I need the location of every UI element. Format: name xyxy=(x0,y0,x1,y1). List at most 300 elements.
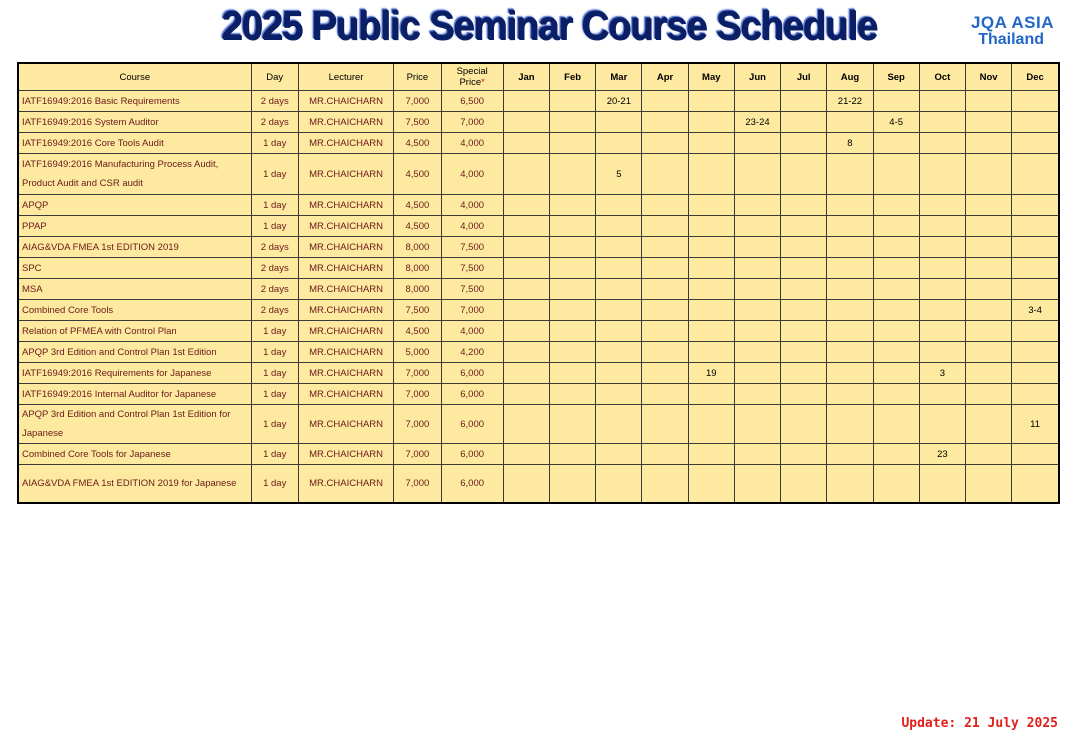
lecturer-cell: MR.CHAICHARN xyxy=(298,195,393,216)
month-cell xyxy=(596,444,642,465)
header-special-price xyxy=(441,63,503,91)
header-month: Apr xyxy=(642,63,688,91)
month-cell xyxy=(734,216,780,237)
month-cell xyxy=(965,279,1011,300)
header-day: Day xyxy=(251,63,298,91)
month-cell xyxy=(873,195,919,216)
company-logo xyxy=(934,14,1054,48)
month-cell xyxy=(827,300,873,321)
month-cell xyxy=(642,154,688,195)
price-cell: 4,500 xyxy=(394,154,441,195)
month-cell xyxy=(873,405,919,444)
price-cell: 4,500 xyxy=(394,195,441,216)
month-cell xyxy=(550,258,596,279)
table-row xyxy=(18,237,1059,258)
lecturer-cell: MR.CHAICHARN xyxy=(298,405,393,444)
month-cell xyxy=(965,405,1011,444)
month-cell xyxy=(827,465,873,504)
month-cell xyxy=(688,195,734,216)
month-cell xyxy=(596,384,642,405)
course-cell: Combined Core Tools xyxy=(18,300,251,321)
month-cell xyxy=(919,112,965,133)
month-cell xyxy=(642,363,688,384)
month-cell xyxy=(919,342,965,363)
month-cell xyxy=(688,342,734,363)
course-cell: IATF16949:2016 Core Tools Audit xyxy=(18,133,251,154)
month-cell xyxy=(919,237,965,258)
price-cell: 7,000 xyxy=(394,363,441,384)
month-cell xyxy=(596,321,642,342)
month-cell xyxy=(919,258,965,279)
month-cell xyxy=(596,237,642,258)
month-cell xyxy=(734,384,780,405)
month-cell xyxy=(596,465,642,504)
month-cell xyxy=(642,195,688,216)
month-cell xyxy=(596,216,642,237)
month-cell xyxy=(873,237,919,258)
course-cell: AIAG&VDA FMEA 1st EDITION 2019 for Japanese xyxy=(18,465,251,504)
price-cell: 7,000 xyxy=(394,405,441,444)
day-cell: 1 day xyxy=(251,154,298,195)
month-cell xyxy=(642,91,688,112)
month-cell xyxy=(1012,384,1059,405)
course-cell: IATF16949:2016 System Auditor xyxy=(18,112,251,133)
page-title: 2025 Public Seminar Course Schedule xyxy=(0,2,1076,48)
month-cell xyxy=(688,112,734,133)
lecturer-cell: MR.CHAICHARN xyxy=(298,321,393,342)
month-cell xyxy=(965,300,1011,321)
month-cell xyxy=(827,384,873,405)
month-cell: 23 xyxy=(919,444,965,465)
month-cell xyxy=(734,237,780,258)
month-cell xyxy=(503,91,549,112)
month-cell xyxy=(919,133,965,154)
header-month: Feb xyxy=(550,63,596,91)
price-cell: 5,000 xyxy=(394,342,441,363)
month-cell: 3-4 xyxy=(1012,300,1059,321)
table-row xyxy=(18,300,1059,321)
month-cell xyxy=(503,321,549,342)
lecturer-cell: MR.CHAICHARN xyxy=(298,342,393,363)
month-cell xyxy=(965,91,1011,112)
price-cell: 7,000 xyxy=(394,465,441,504)
month-cell: 11 xyxy=(1012,405,1059,444)
special-price-cell: 4,200 xyxy=(441,342,503,363)
month-cell xyxy=(919,154,965,195)
month-cell xyxy=(688,237,734,258)
month-cell xyxy=(781,216,827,237)
price-cell: 4,500 xyxy=(394,133,441,154)
special-price-cell: 4,000 xyxy=(441,154,503,195)
month-cell xyxy=(873,216,919,237)
month-cell xyxy=(688,384,734,405)
month-cell xyxy=(781,279,827,300)
month-cell xyxy=(827,444,873,465)
month-cell xyxy=(827,112,873,133)
month-cell xyxy=(734,465,780,504)
month-cell xyxy=(1012,465,1059,504)
course-cell: APQP 3rd Edition and Control Plan 1st Edition xyxy=(18,342,251,363)
month-cell xyxy=(550,465,596,504)
header-month: Jan xyxy=(503,63,549,91)
month-cell xyxy=(1012,112,1059,133)
header-month: Dec xyxy=(1012,63,1059,91)
month-cell xyxy=(919,465,965,504)
special-price-cell: 4,000 xyxy=(441,216,503,237)
month-cell: 19 xyxy=(688,363,734,384)
lecturer-cell: MR.CHAICHARN xyxy=(298,300,393,321)
price-cell: 8,000 xyxy=(394,279,441,300)
special-price-cell: 7,000 xyxy=(441,300,503,321)
header-lecturer: Lecturer xyxy=(298,63,393,91)
month-cell xyxy=(1012,321,1059,342)
month-cell xyxy=(919,384,965,405)
month-cell xyxy=(642,444,688,465)
month-cell xyxy=(781,133,827,154)
month-cell xyxy=(873,342,919,363)
table-row xyxy=(18,258,1059,279)
day-cell: 2 days xyxy=(251,237,298,258)
month-cell xyxy=(919,279,965,300)
month-cell xyxy=(781,258,827,279)
month-cell: 3 xyxy=(919,363,965,384)
month-cell xyxy=(965,342,1011,363)
month-cell: 23-24 xyxy=(734,112,780,133)
schedule-table xyxy=(17,62,1060,504)
month-cell xyxy=(596,258,642,279)
lecturer-cell: MR.CHAICHARN xyxy=(298,216,393,237)
month-cell xyxy=(919,91,965,112)
day-cell: 1 day xyxy=(251,195,298,216)
month-cell xyxy=(873,384,919,405)
course-cell: IATF16949:2016 Manufacturing Process Audit, Product Audit and CSR audit xyxy=(18,154,251,195)
month-cell xyxy=(965,363,1011,384)
course-cell: IATF16949:2016 Basic Requirements xyxy=(18,91,251,112)
month-cell xyxy=(642,112,688,133)
month-cell xyxy=(550,300,596,321)
month-cell xyxy=(642,216,688,237)
month-cell xyxy=(734,342,780,363)
month-cell xyxy=(919,216,965,237)
table-row xyxy=(18,216,1059,237)
month-cell xyxy=(827,321,873,342)
month-cell xyxy=(965,237,1011,258)
price-cell: 8,000 xyxy=(394,237,441,258)
month-cell xyxy=(781,444,827,465)
month-cell xyxy=(827,258,873,279)
month-cell xyxy=(965,112,1011,133)
special-price-cell: 4,000 xyxy=(441,133,503,154)
month-cell xyxy=(781,363,827,384)
asterisk-mark: * xyxy=(481,77,485,88)
table-row xyxy=(18,279,1059,300)
month-cell xyxy=(781,405,827,444)
month-cell xyxy=(688,444,734,465)
month-cell xyxy=(503,195,549,216)
day-cell: 1 day xyxy=(251,405,298,444)
header-month: Mar xyxy=(596,63,642,91)
month-cell xyxy=(873,465,919,504)
month-cell xyxy=(919,195,965,216)
month-cell xyxy=(550,154,596,195)
lecturer-cell: MR.CHAICHARN xyxy=(298,279,393,300)
special-price-cell: 4,000 xyxy=(441,195,503,216)
month-cell xyxy=(827,216,873,237)
month-cell xyxy=(965,384,1011,405)
special-price-cell: 6,500 xyxy=(441,91,503,112)
month-cell xyxy=(965,133,1011,154)
month-cell xyxy=(550,237,596,258)
month-cell xyxy=(550,112,596,133)
month-cell xyxy=(688,154,734,195)
course-cell: APQP 3rd Edition and Control Plan 1st Edition for Japanese xyxy=(18,405,251,444)
header-month: Oct xyxy=(919,63,965,91)
month-cell: 4-5 xyxy=(873,112,919,133)
month-cell xyxy=(827,154,873,195)
month-cell xyxy=(642,465,688,504)
month-cell xyxy=(781,154,827,195)
month-cell xyxy=(1012,342,1059,363)
month-cell xyxy=(550,342,596,363)
month-cell xyxy=(734,279,780,300)
price-cell: 4,500 xyxy=(394,216,441,237)
month-cell xyxy=(734,300,780,321)
table-row xyxy=(18,154,1059,195)
month-cell xyxy=(827,195,873,216)
month-cell xyxy=(596,405,642,444)
price-cell: 7,000 xyxy=(394,384,441,405)
course-cell: MSA xyxy=(18,279,251,300)
month-cell xyxy=(734,405,780,444)
logo-line-1: JQA ASIA xyxy=(970,13,1054,32)
month-cell xyxy=(1012,444,1059,465)
month-cell xyxy=(688,279,734,300)
special-price-cell: 7,500 xyxy=(441,237,503,258)
month-cell xyxy=(781,342,827,363)
table-row xyxy=(18,321,1059,342)
lecturer-cell: MR.CHAICHARN xyxy=(298,444,393,465)
update-date: Update: 21 July 2025 xyxy=(901,716,1058,731)
month-cell xyxy=(688,405,734,444)
special-price-cell: 4,000 xyxy=(441,321,503,342)
month-cell xyxy=(781,91,827,112)
month-cell xyxy=(827,279,873,300)
month-cell xyxy=(550,195,596,216)
month-cell xyxy=(550,91,596,112)
month-cell xyxy=(873,444,919,465)
course-cell: IATF16949:2016 Requirements for Japanese xyxy=(18,363,251,384)
special-price-cell: 7,500 xyxy=(441,258,503,279)
table-row xyxy=(18,384,1059,405)
day-cell: 2 days xyxy=(251,258,298,279)
month-cell xyxy=(734,258,780,279)
special-price-cell: 6,000 xyxy=(441,405,503,444)
month-cell xyxy=(1012,237,1059,258)
lecturer-cell: MR.CHAICHARN xyxy=(298,363,393,384)
special-price-cell: 6,000 xyxy=(441,465,503,504)
month-cell xyxy=(596,112,642,133)
month-cell: 5 xyxy=(596,154,642,195)
month-cell xyxy=(550,133,596,154)
header-course: Course xyxy=(18,63,251,91)
month-cell xyxy=(827,405,873,444)
special-price-label: Special Price xyxy=(456,66,488,88)
table-row xyxy=(18,91,1059,112)
month-cell xyxy=(781,195,827,216)
table-row xyxy=(18,133,1059,154)
month-cell xyxy=(550,216,596,237)
month-cell xyxy=(873,154,919,195)
month-cell xyxy=(688,91,734,112)
month-cell xyxy=(642,279,688,300)
month-cell: 20-21 xyxy=(596,91,642,112)
header-price: Price xyxy=(394,63,441,91)
price-cell: 4,500 xyxy=(394,321,441,342)
header-month: May xyxy=(688,63,734,91)
special-price-cell: 6,000 xyxy=(441,384,503,405)
month-cell xyxy=(596,133,642,154)
course-cell: APQP xyxy=(18,195,251,216)
month-cell xyxy=(642,133,688,154)
table-row xyxy=(18,444,1059,465)
month-cell xyxy=(873,91,919,112)
month-cell xyxy=(919,300,965,321)
month-cell xyxy=(503,216,549,237)
month-cell xyxy=(781,112,827,133)
day-cell: 1 day xyxy=(251,321,298,342)
header-month: Jun xyxy=(734,63,780,91)
month-cell xyxy=(781,237,827,258)
day-cell: 2 days xyxy=(251,91,298,112)
month-cell: 21-22 xyxy=(827,91,873,112)
month-cell xyxy=(503,133,549,154)
course-cell: PPAP xyxy=(18,216,251,237)
header-month: Sep xyxy=(873,63,919,91)
month-cell xyxy=(873,321,919,342)
month-cell xyxy=(919,405,965,444)
month-cell xyxy=(596,363,642,384)
month-cell xyxy=(1012,279,1059,300)
month-cell xyxy=(1012,258,1059,279)
month-cell xyxy=(642,321,688,342)
month-cell xyxy=(734,321,780,342)
month-cell xyxy=(965,195,1011,216)
month-cell xyxy=(550,444,596,465)
table-row xyxy=(18,342,1059,363)
lecturer-cell: MR.CHAICHARN xyxy=(298,258,393,279)
month-cell xyxy=(827,237,873,258)
course-cell: IATF16949:2016 Internal Auditor for Japanese xyxy=(18,384,251,405)
month-cell xyxy=(965,154,1011,195)
course-cell: SPC xyxy=(18,258,251,279)
price-cell: 7,500 xyxy=(394,300,441,321)
month-cell xyxy=(503,279,549,300)
month-cell xyxy=(688,465,734,504)
month-cell xyxy=(503,363,549,384)
month-cell xyxy=(1012,363,1059,384)
lecturer-cell: MR.CHAICHARN xyxy=(298,91,393,112)
day-cell: 1 day xyxy=(251,384,298,405)
month-cell xyxy=(734,91,780,112)
month-cell xyxy=(688,133,734,154)
month-cell xyxy=(827,342,873,363)
month-cell xyxy=(734,363,780,384)
header-month: Nov xyxy=(965,63,1011,91)
header-row xyxy=(18,63,1059,91)
month-cell xyxy=(1012,154,1059,195)
month-cell xyxy=(503,258,549,279)
month-cell xyxy=(965,321,1011,342)
month-cell xyxy=(642,258,688,279)
header-month: Aug xyxy=(827,63,873,91)
special-price-cell: 6,000 xyxy=(441,444,503,465)
month-cell xyxy=(1012,195,1059,216)
special-price-cell: 7,500 xyxy=(441,279,503,300)
course-cell: Combined Core Tools for Japanese xyxy=(18,444,251,465)
month-cell xyxy=(503,300,549,321)
month-cell xyxy=(596,279,642,300)
month-cell xyxy=(873,279,919,300)
day-cell: 2 days xyxy=(251,112,298,133)
month-cell xyxy=(965,465,1011,504)
month-cell xyxy=(503,342,549,363)
month-cell xyxy=(503,384,549,405)
course-cell: Relation of PFMEA with Control Plan xyxy=(18,321,251,342)
header-month: Jul xyxy=(781,63,827,91)
month-cell xyxy=(1012,91,1059,112)
lecturer-cell: MR.CHAICHARN xyxy=(298,112,393,133)
month-cell xyxy=(550,405,596,444)
day-cell: 1 day xyxy=(251,133,298,154)
month-cell xyxy=(688,216,734,237)
month-cell xyxy=(919,321,965,342)
month-cell xyxy=(550,384,596,405)
day-cell: 1 day xyxy=(251,465,298,504)
table-row xyxy=(18,195,1059,216)
day-cell: 1 day xyxy=(251,216,298,237)
day-cell: 1 day xyxy=(251,342,298,363)
table-row xyxy=(18,405,1059,444)
month-cell xyxy=(1012,216,1059,237)
day-cell: 2 days xyxy=(251,300,298,321)
table-row xyxy=(18,112,1059,133)
special-price-cell: 6,000 xyxy=(441,363,503,384)
lecturer-cell: MR.CHAICHARN xyxy=(298,133,393,154)
table-row xyxy=(18,465,1059,504)
month-cell xyxy=(550,279,596,300)
month-cell xyxy=(965,216,1011,237)
month-cell xyxy=(688,321,734,342)
lecturer-cell: MR.CHAICHARN xyxy=(298,465,393,504)
month-cell xyxy=(781,300,827,321)
month-cell xyxy=(596,195,642,216)
table-row xyxy=(18,363,1059,384)
month-cell xyxy=(642,300,688,321)
month-cell xyxy=(503,154,549,195)
month-cell xyxy=(873,258,919,279)
day-cell: 1 day xyxy=(251,363,298,384)
month-cell xyxy=(873,300,919,321)
price-cell: 7,500 xyxy=(394,112,441,133)
month-cell xyxy=(734,195,780,216)
month-cell xyxy=(596,300,642,321)
month-cell xyxy=(503,444,549,465)
price-cell: 8,000 xyxy=(394,258,441,279)
course-cell: AIAG&VDA FMEA 1st EDITION 2019 xyxy=(18,237,251,258)
day-cell: 1 day xyxy=(251,444,298,465)
day-cell: 2 days xyxy=(251,279,298,300)
month-cell xyxy=(781,384,827,405)
